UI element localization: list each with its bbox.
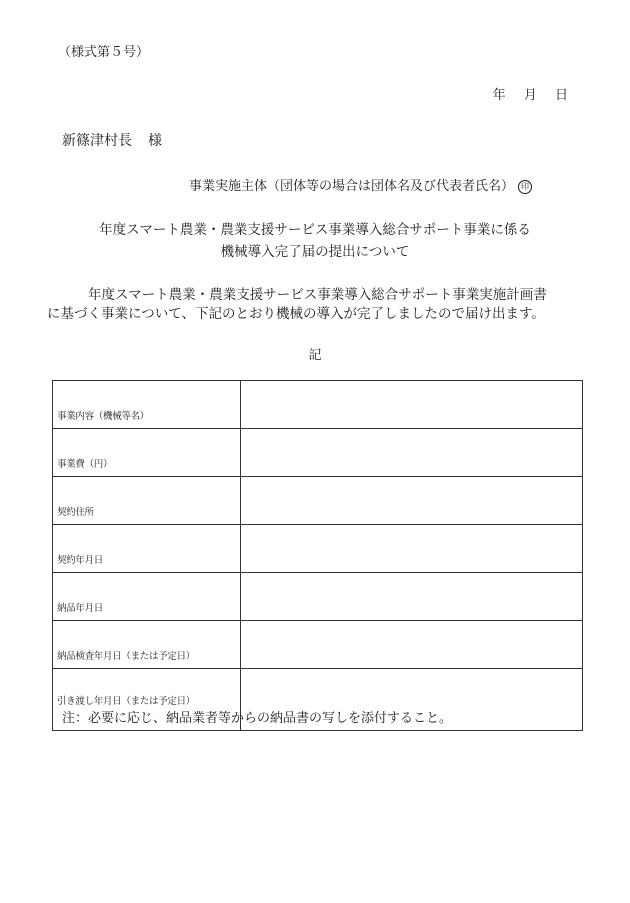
row-label: 契約住所 [53, 477, 241, 525]
row-label: 契約年月日 [53, 525, 241, 573]
row-label: 事業内容（機械等名） [53, 381, 241, 429]
date-year-label: 年 [492, 88, 506, 103]
submission-date [493, 84, 568, 103]
table-row [53, 525, 583, 573]
body-text-line-1: 年度スマート農業・農業支援サービス事業導入総合サポート事業実施計画書 [88, 287, 547, 303]
date-day-label: 日 [554, 88, 568, 103]
details-table [52, 380, 583, 731]
form-number: （様式第５号） [58, 45, 150, 60]
body-text-line-2: に基づく事業について、下記のとおり機械の導入が完了しましたので届け出ます。 [47, 306, 545, 322]
document-title-line-2: 機械導入完了届の提出について [220, 244, 410, 260]
addressee-honorific: 様 [148, 133, 162, 149]
row-value-field[interactable] [241, 525, 583, 573]
table-row [53, 381, 583, 429]
row-label: 納品年月日 [53, 573, 241, 621]
row-label: 引き渡し年月日（または予定日） [53, 669, 241, 731]
ki-heading: 記 [308, 348, 322, 363]
date-month-label: 月 [523, 88, 537, 103]
table-row [53, 429, 583, 477]
addressee [62, 130, 162, 150]
row-value-field[interactable] [241, 477, 583, 525]
seal-icon: 印 [518, 180, 532, 194]
row-value-field[interactable] [241, 621, 583, 669]
row-value-field[interactable] [241, 573, 583, 621]
row-value-field[interactable] [241, 381, 583, 429]
document-title-line-1: 年度スマート農業・農業支援サービス事業導入総合サポート事業に係る [99, 222, 531, 238]
applicant-label: 事業実施主体（団体等の場合は団体名及び代表者氏名） [189, 179, 515, 194]
table-row [53, 621, 583, 669]
addressee-name: 新篠津村長 [62, 133, 132, 149]
row-label: 納品検査年月日（または予定日） [53, 621, 241, 669]
footnote: 注：必要に応じ、納品業者等からの納品書の写しを添付すること。 [62, 711, 453, 726]
table-row [53, 573, 583, 621]
applicant-line [189, 175, 532, 194]
table-row [53, 477, 583, 525]
row-value-field[interactable] [241, 429, 583, 477]
row-label: 事業費（円） [53, 429, 241, 477]
